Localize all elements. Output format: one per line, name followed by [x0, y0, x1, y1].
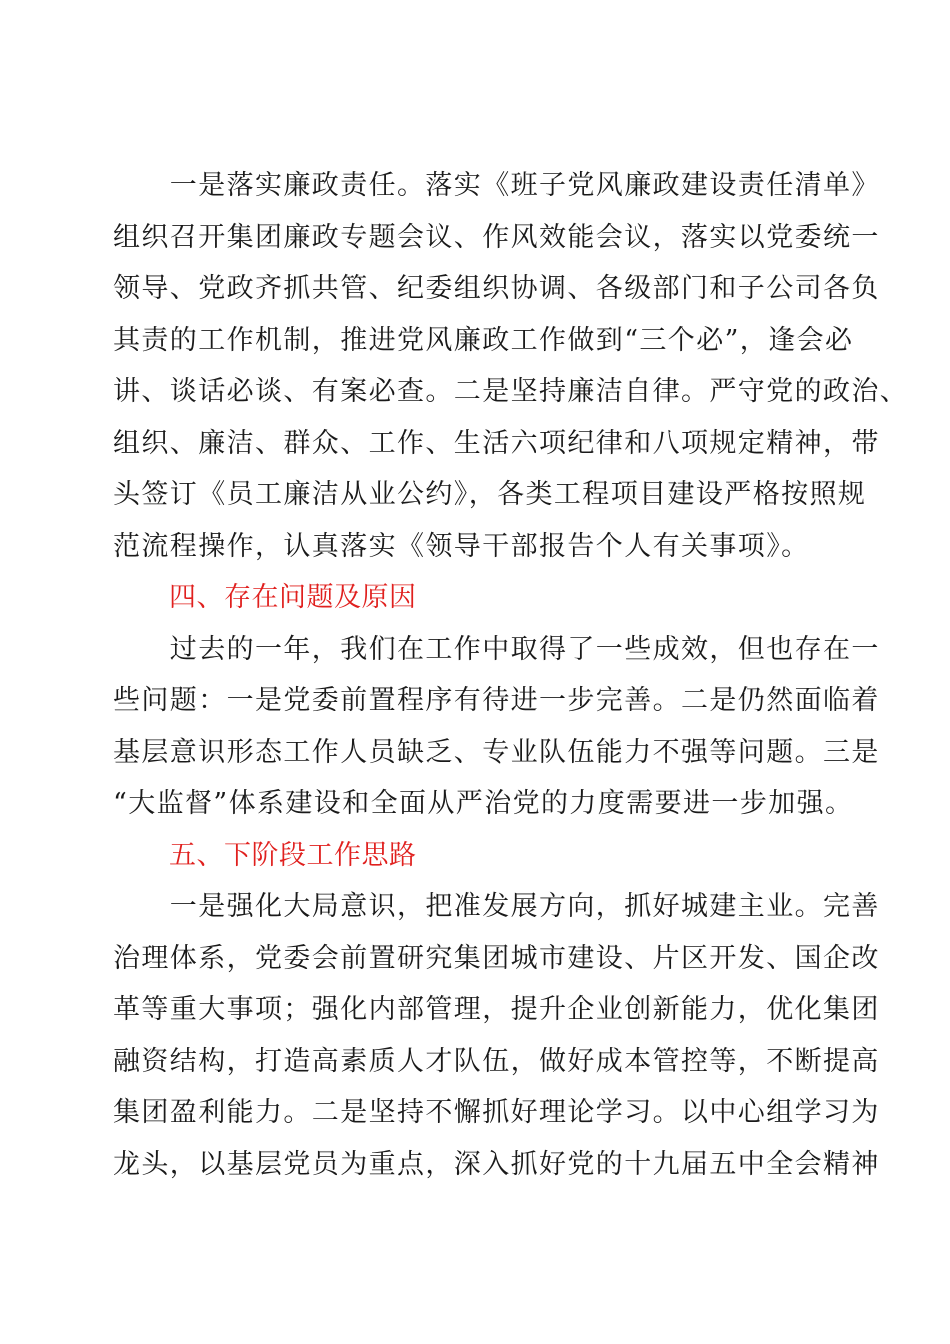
- text-line: 其责的工作机制，推进党风廉政工作做到“三个必”，逢会必: [113, 324, 854, 356]
- paragraph-problems: [113, 624, 880, 830]
- text-line: 革等重大事项；强化内部管理，提升企业创新能力，优化集团: [113, 994, 880, 1025]
- text-line: 一是落实廉政责任。落实《班子党风廉政建设责任清单》: [113, 170, 880, 201]
- text-line: 治理体系，党委会前置研究集团城市建设、片区开发、国企改: [113, 942, 880, 974]
- text-line: 龙头，以基层党员为重点，深入抓好党的十九届五中全会精神: [113, 1148, 880, 1180]
- paragraph-integrity-responsibility: [113, 160, 909, 572]
- text-line: 基层意识形态工作人员缺乏、专业队伍能力不强等问题。三是: [113, 736, 880, 768]
- text-line: 头签订《员工廉洁从业公约》，各类工程项目建设严格按照规: [113, 479, 867, 510]
- text-line: 范流程操作，认真落实《领导干部报告个人有关事项》。: [113, 530, 810, 562]
- section-heading-next-steps: 五、下阶段工作思路: [169, 839, 417, 871]
- text-line: 融资结构，打造高素质人才队伍，做好成本管控等，不断提高: [113, 1045, 880, 1077]
- text-line: 集团盈利能力。二是坚持不懈抓好理论学习。以中心组学习为: [113, 1097, 880, 1128]
- document-body: [113, 160, 909, 1190]
- text-line: 过去的一年，我们在工作中取得了一些成效，但也存在一: [113, 633, 880, 665]
- text-line: 组织召开集团廉政专题会议、作风效能会议，落实以党委统一: [113, 221, 880, 253]
- text-line: 领导、党政齐抓共管、纪委组织协调、各级部门和子公司各负: [113, 273, 880, 304]
- text-line: 组织、廉洁、群众、工作、生活六项纪律和八项规定精神，带: [113, 427, 880, 459]
- text-line: 一是强化大局意识，把准发展方向，抓好城建主业。完善: [113, 891, 880, 922]
- text-line: “大监督”体系建设和全面从严治党的力度需要进一步加强。: [113, 788, 854, 819]
- paragraph-next-steps: [113, 881, 880, 1190]
- text-line: 些问题：一是党委前置程序有待进一步完善。二是仍然面临着: [113, 685, 880, 716]
- section-heading-problems: 四、存在问题及原因: [169, 582, 417, 613]
- text-line: 讲、谈话必谈、有案必查。二是坚持廉洁自律。严守党的政治、: [113, 376, 909, 407]
